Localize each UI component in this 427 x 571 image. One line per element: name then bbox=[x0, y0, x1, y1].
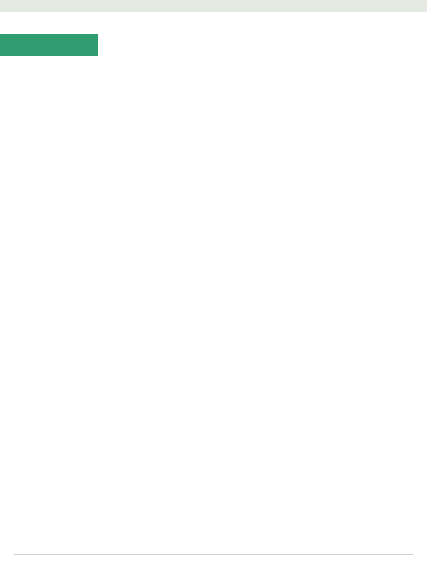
text-line bbox=[16, 444, 202, 455]
page-footer bbox=[0, 554, 427, 571]
text-line bbox=[224, 468, 410, 479]
text-line bbox=[224, 92, 410, 103]
text-line bbox=[224, 202, 410, 213]
text-line bbox=[16, 400, 202, 411]
text-line bbox=[224, 147, 410, 158]
section-heading bbox=[224, 367, 410, 380]
text-line bbox=[16, 411, 202, 422]
subheading-line bbox=[16, 422, 202, 433]
text-line bbox=[224, 334, 410, 345]
text-line bbox=[16, 125, 202, 136]
text-line bbox=[224, 279, 410, 290]
text-line bbox=[224, 345, 410, 356]
left-text-column bbox=[16, 70, 202, 540]
footer-rule bbox=[14, 554, 413, 555]
text-line bbox=[224, 158, 410, 169]
text-line bbox=[224, 235, 410, 246]
text-line bbox=[16, 279, 202, 290]
text-line bbox=[16, 455, 202, 466]
subheading-line bbox=[224, 136, 410, 147]
text-line bbox=[224, 435, 410, 446]
text-line bbox=[224, 81, 410, 92]
text-line bbox=[224, 402, 410, 413]
text-line bbox=[16, 389, 202, 400]
right-text-column bbox=[224, 70, 410, 540]
text-line bbox=[16, 147, 202, 158]
subheading-line bbox=[224, 246, 410, 257]
subheading-line bbox=[224, 191, 410, 202]
text-line bbox=[16, 213, 202, 224]
text-line bbox=[224, 268, 410, 279]
text-line bbox=[16, 356, 202, 367]
top-band bbox=[0, 0, 427, 12]
page-number bbox=[14, 556, 44, 568]
text-line bbox=[224, 424, 410, 435]
text-line bbox=[224, 457, 410, 468]
publication-name bbox=[46, 557, 176, 568]
text-line bbox=[16, 345, 202, 356]
text-line bbox=[224, 413, 410, 424]
text-line bbox=[224, 180, 410, 191]
text-line bbox=[16, 290, 202, 301]
text-line bbox=[224, 446, 410, 457]
subheading-line bbox=[224, 312, 410, 323]
text-line bbox=[16, 136, 202, 147]
text-line bbox=[16, 334, 202, 345]
text-line bbox=[224, 114, 410, 125]
text-line bbox=[16, 81, 202, 92]
subheading-line bbox=[16, 169, 202, 180]
text-line bbox=[224, 103, 410, 114]
text-line bbox=[16, 490, 202, 501]
subheading-line bbox=[224, 257, 410, 268]
text-line bbox=[16, 301, 202, 312]
text-line bbox=[224, 213, 410, 224]
text-line bbox=[224, 169, 410, 180]
text-line bbox=[224, 323, 410, 334]
text-line bbox=[16, 70, 202, 81]
text-line bbox=[16, 202, 202, 213]
text-line bbox=[16, 191, 202, 202]
subheading-line bbox=[224, 125, 410, 136]
subheading-line bbox=[224, 391, 410, 402]
text-line bbox=[16, 224, 202, 235]
text-line bbox=[224, 301, 410, 312]
section-tag bbox=[0, 34, 98, 56]
text-line bbox=[16, 312, 202, 323]
text-line bbox=[16, 378, 202, 389]
text-line bbox=[16, 235, 202, 246]
text-line bbox=[16, 433, 202, 444]
text-line bbox=[16, 92, 202, 103]
subheading-line bbox=[16, 479, 202, 490]
text-line bbox=[224, 224, 410, 235]
section-heading bbox=[16, 466, 202, 479]
text-line bbox=[224, 290, 410, 301]
text-line bbox=[16, 268, 202, 279]
text-line bbox=[16, 114, 202, 125]
text-line bbox=[16, 180, 202, 191]
subheading-line bbox=[224, 380, 410, 391]
section-tag-label bbox=[12, 38, 82, 52]
text-line bbox=[224, 70, 410, 81]
subheading-line bbox=[16, 158, 202, 169]
text-line bbox=[16, 246, 202, 257]
text-line bbox=[16, 103, 202, 114]
subheading-line bbox=[16, 257, 202, 268]
text-line bbox=[224, 356, 410, 367]
subheading-line bbox=[16, 367, 202, 378]
text-line bbox=[16, 323, 202, 334]
